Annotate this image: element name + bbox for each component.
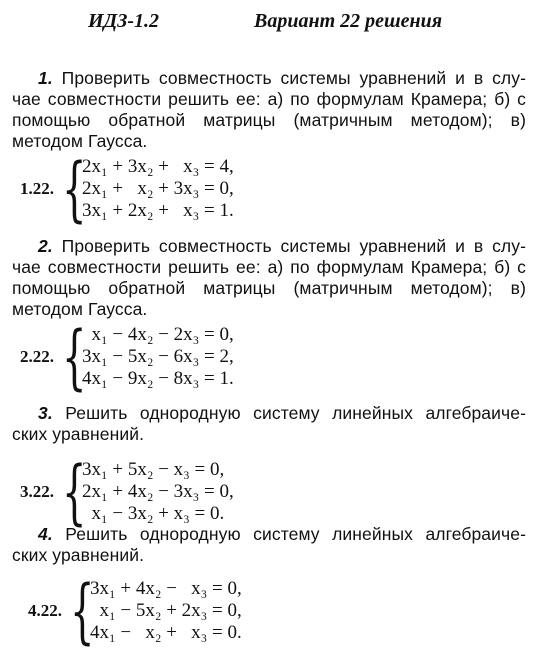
equation: 3x₁ − 5x₂ − 6x₃ = 2,: [82, 346, 234, 367]
equations: [82, 459, 234, 525]
page-header: [0, 8, 538, 36]
left-brace: {: [70, 570, 95, 652]
equation-system: [0, 316, 538, 398]
equation: 3x₁ + 2x₂ + x₃ = 1.: [82, 200, 234, 221]
equation: x₁ − 5x₂ + 2x₃ = 0,: [90, 600, 242, 621]
equation-system: [0, 148, 538, 230]
equation: 2x₁ + x₂ + 3x₃ = 0,: [82, 178, 234, 199]
left-brace: {: [62, 148, 87, 230]
task-2: [0, 236, 538, 398]
task-number: 2.: [38, 236, 53, 256]
equation: x₁ − 4x₂ − 2x₃ = 0,: [82, 324, 234, 345]
equation: 4x₁ − 9x₂ − 8x₃ = 1.: [82, 368, 234, 389]
equation: 4x₁ − x₂ + x₃ = 0.: [90, 622, 242, 643]
equations: [90, 578, 242, 644]
system-label: 4.22.: [28, 601, 62, 620]
task-statement: 3. Решить однородную систему линейных алгебраиче- ских уравнений.: [12, 403, 526, 444]
task-statement: 4. Решить однородную систему линейных алгебраиче- ских уравнений.: [12, 524, 526, 565]
system-label: 1.22.: [20, 179, 54, 198]
task-statement: 2. Проверить совместность системы уравнений и в слу- чае совместности решить ее: а) по формулам Крамера; б) с помощью обратной матрицы (матричным методом); в) методом Гаусса.: [12, 236, 527, 319]
equation: 3x₁ + 4x₂ − x₃ = 0,: [90, 578, 242, 599]
equation-system: [0, 451, 538, 533]
equation: 2x₁ + 4x₂ − 3x₃ = 0,: [82, 481, 234, 502]
task-number: 1.: [38, 68, 53, 88]
system-label: 2.22.: [20, 347, 54, 366]
task-4: [0, 524, 538, 652]
equation: 2x₁ + 3x₂ + x₃ = 4,: [82, 156, 234, 177]
task-1: [0, 68, 538, 230]
variant-title: Вариант 22 решения: [254, 10, 443, 32]
left-brace: {: [62, 316, 87, 398]
equation: x₁ − 3x₂ + x₃ = 0.: [82, 503, 225, 524]
equation: 3x₁ + 5x₂ − x₃ = 0,: [82, 459, 225, 480]
task-3: [0, 403, 538, 533]
task-number: 3.: [38, 403, 53, 423]
task-statement: 1. Проверить совместность системы уравнений и в слу- чае совместности решить ее: а) по формулам Крамера; б) с помощью обратной матрицы (матричным методом); в) методом Гаусса.: [12, 68, 527, 151]
assignment-title: ИДЗ-1.2: [88, 10, 160, 32]
equations: [82, 324, 234, 390]
task-number: 4.: [38, 524, 53, 544]
system-label: 3.22.: [20, 482, 54, 501]
left-brace: {: [62, 451, 87, 533]
equation-system: [0, 570, 538, 652]
equations: [82, 156, 234, 222]
